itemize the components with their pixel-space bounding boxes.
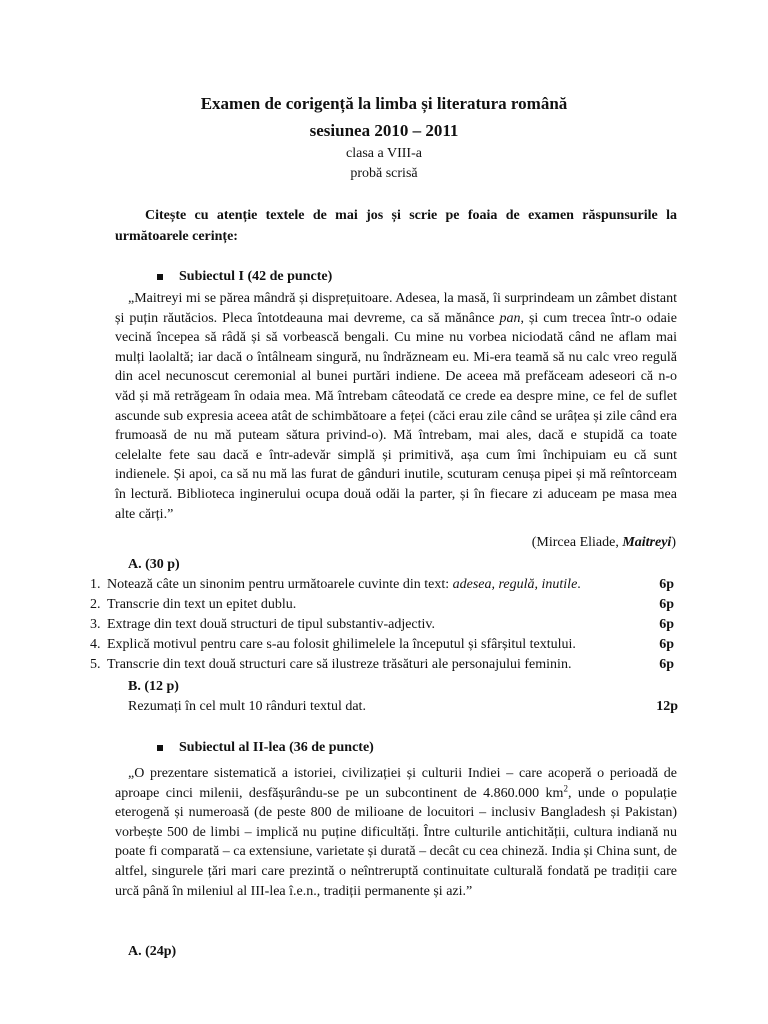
subject-2-text-part1: „O prezentare sistematică a istoriei, civilizației și culturii Indiei – care acoperă o perioadă de aproape cinci milenii, desfășurându-se pe un subcontinent de 4.860.000 km: [115, 766, 677, 801]
task-number: 1.: [90, 577, 101, 592]
subject-1-text-italic: pan: [499, 310, 521, 326]
task-number: 4.: [90, 637, 101, 652]
task-number: 2.: [90, 597, 101, 612]
task-text: [107, 617, 435, 633]
subject-1-title: Subiectul I (42 de puncte): [179, 269, 333, 284]
task-item: [90, 617, 680, 637]
task-number: 3.: [90, 617, 101, 632]
task-points: 6p: [659, 637, 674, 652]
task-item: [90, 597, 680, 617]
bullet-icon: [157, 745, 163, 751]
task-text-emphasis: adesea, regulă, inutile: [452, 577, 578, 592]
task-text: [107, 597, 296, 613]
part-b-task: [128, 699, 678, 719]
bullet-icon: [157, 274, 163, 280]
task-text-main: Explică motivul pentru care s-au folosit ghilimelele la începutul și sfârșitul textului.: [107, 637, 576, 652]
subject-2-superscript: 2: [563, 782, 568, 793]
task-text-main: Transcrie din text un epitet dublu.: [107, 597, 297, 612]
task-text: [107, 577, 581, 593]
task-points: 6p: [659, 617, 674, 632]
exam-class: clasa a VIII-a: [346, 146, 422, 161]
part-a-label: A. (30 p): [128, 557, 180, 572]
subject-1-text-part1: „Maitreyi mi se părea mândră și disprețuitoare. Adesea, la masă, îi surprindeam un zâmbet distant și puțin răutăcios. Pleca întotdeauna mai devreme, ca să mănânce: [115, 291, 677, 326]
instructions: Citește cu atenție textele de mai jos și scrie pe foaia de examen răspunsurile la următoarele cerințe:: [115, 208, 677, 244]
subject-1-text-part2: , și cum trecea într-o odaie vecină începea să râdă și să vorbească bengali. Cu mine nu vorbea niciodată când ne aflam mai mulți laolaltă; iar dacă o întâlneam singură, nu îndrăzneam eu. Mi-era teamă să nu calc vreo regulă din acel necunoscut ceremonial al bunei purtări indiene. De aceea mă prefăceam adeseori că n-o văd și mă retrăgeam în odaia mea. Mă întrebam câteodată ce crede ea despre mine, ce fel de suflet ascunde sub expresia aceea atât de schimbătoare a feței (căci erau zile când se urâțea și zile când era frumoasă de nu mă puteam sătura privind-o). Mă întrebam, mai ales, dacă e stupidă ca toate celelalte fete sau dacă e într-adevăr simplă și primitivă, așa cum îmi închipuiam eu că sunt indienele. Și apoi, ca să nu mă las furat de gânduri inutile, scuturam cenușa pipei și mă reîntorceam în lectură. Biblioteca inginerului ocupa două odăi la parter, și în fiecare zi aduceam pe masa mea alte cărți.”: [115, 310, 677, 522]
exam-session: sesiunea 2010 – 2011: [309, 121, 459, 140]
source-close: ): [671, 535, 676, 550]
task-points: 6p: [659, 577, 674, 592]
subject-2-heading: [157, 740, 374, 756]
task-text: [107, 657, 571, 673]
exam-title: Examen de corigență la limba și literatura română: [200, 94, 568, 113]
part-b-points: 12p: [656, 699, 678, 714]
task-text-main: Notează câte un sinonim pentru următoarele cuvinte din text:: [107, 577, 453, 592]
task-text: [107, 637, 576, 653]
task-text-main: Extrage din text două structuri de tipul substantiv-adjectiv.: [107, 617, 436, 632]
subject-2-text: [115, 764, 677, 901]
task-text-main: Transcrie din text două structuri care să ilustreze trăsături ale personajului feminin.: [107, 657, 572, 672]
subject-2-text-part2: , unde o populație eterogenă și numeroasă (de peste 800 de milioane de locuitori – inclusiv Bangladesh și Pakistan) vorbește 500 de limbi – implică nu puține dificultăți. Între culturile antichității, cultura indiană nu poate fi comparată – ca extensiune, varietate și durată – decât cu cea chineză. India și China sunt, de altfel, singurele țări mari care prezintă o neîntreruptă continuitate culturală fondată pe tradiții care urcă până în mileniul al III-lea î.e.n., tradiții permanente și azi.”: [115, 785, 677, 899]
task-points: 6p: [659, 597, 674, 612]
task-item: [90, 637, 680, 657]
part-b-text: Rezumați în cel mult 10 rânduri textul dat.: [128, 699, 366, 714]
task-item: [90, 577, 680, 597]
subject-2-part-a-label: A. (24p): [128, 944, 177, 959]
task-number: 5.: [90, 657, 101, 672]
source-work: Maitreyi: [622, 535, 672, 550]
subject-1-text: [115, 289, 677, 524]
task-item: [90, 657, 680, 677]
text-source: [532, 535, 676, 551]
part-b-label: B. (12 p): [128, 679, 179, 694]
task-points: 6p: [659, 657, 674, 672]
exam-test-type: probă scrisă: [350, 166, 418, 181]
source-author: (Mircea Eliade,: [531, 535, 623, 550]
subject-1-heading: [157, 269, 332, 285]
task-text-end: .: [577, 577, 581, 592]
subject-2-title: Subiectul al II-lea (36 de puncte): [179, 740, 374, 755]
